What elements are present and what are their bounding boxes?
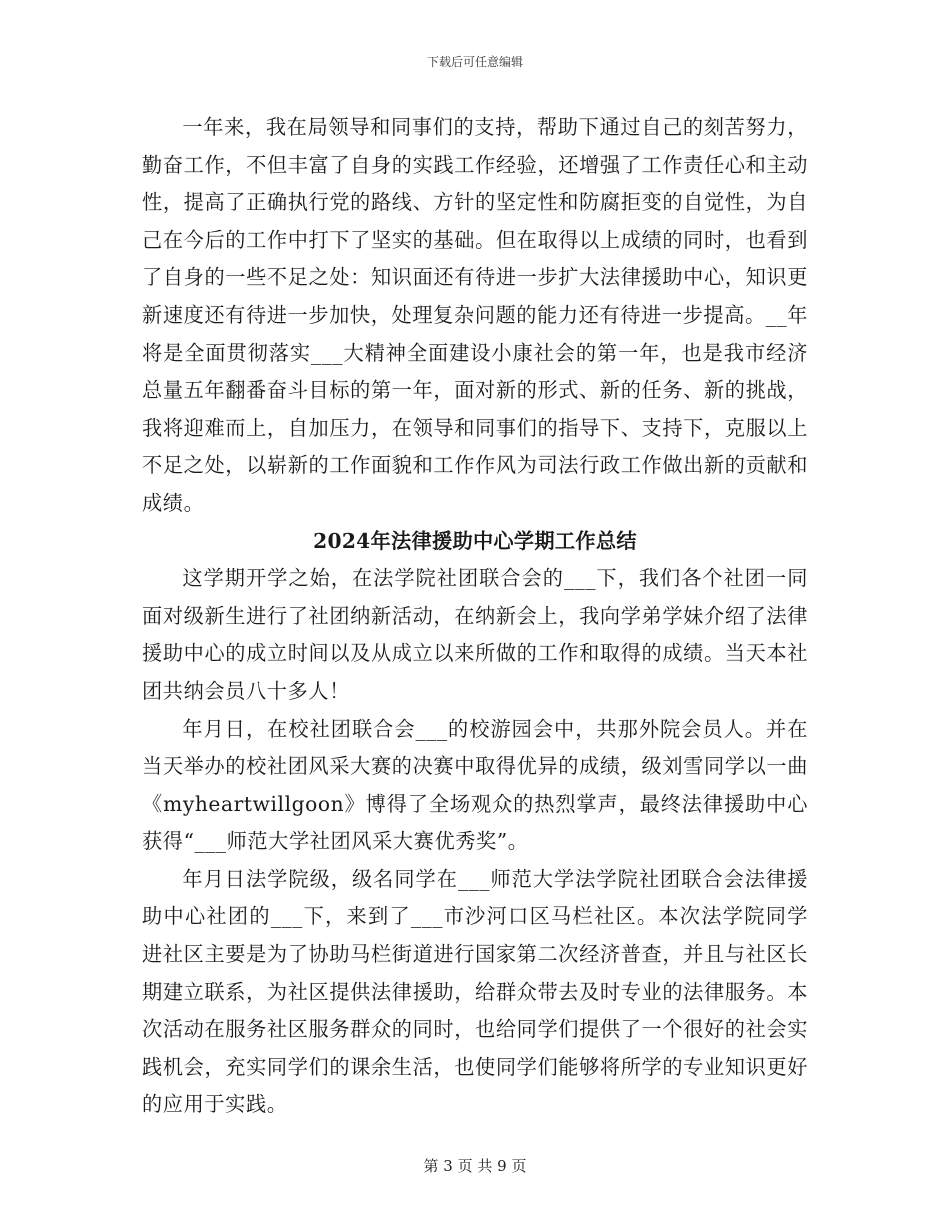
- document-body: [142, 109, 808, 1124]
- paragraph-summary: 一年来，我在局领导和同事们的支持，帮助下通过自己的刻苦努力，勤奋工作，不但丰富了自身的实践工作经验，还增强了工作责任心和主动性，提高了正确执行党的路线、方针的坚定性和防腐拒变的自觉性，为自己在今后的工作中打下了坚实的基础。但在取得以上成绩的同时，也看到了自身的一些不足之处：知识面还有待进一步扩大法律援助中心，知识更新速度还有待进一步加快，处理复杂问题的能力还有待进一步提高。__年将是全面贯彻落实___大精神全面建设小康社会的第一年，也是我市经济总量五年翻番奋斗目标的第一年，面对新的形式、新的任务、新的挑战，我将迎难而上，自加压力，在领导和同事们的指导下、支持下，克服以上不足之处，以崭新的工作面貌和工作作风为司法行政工作做出新的贡献和成绩。: [142, 115, 808, 515]
- paragraph-community-service: 年月日法学院级，级名同学在___师范大学法学院社团联合会法律援助中心社团的___下，来到了___市沙河口区马栏社区。本次法学院同学进社区主要是为了协助马栏街道进行国家第二次经济普查，并且与社区长期建立联系，为社区提供法律援助，给群众带去及时专业的法律服务。本次活动在服务社区服务群众的同时，也给同学们提供了一个很好的社会实践机会，充实同学们的课余生活，也使同学们能够将所学的专业知识更好的应用于实践。: [142, 866, 808, 1117]
- paragraph-recruitment: 这学期开学之始，在法学院社团联合会的___下，我们各个社团一同面对级新生进行了社团纳新活动，在纳新会上，我向学弟学妹介绍了法律援助中心的成立时间以及从成立以来所做的工作和取得的成绩。当天本社团共纳会员八十多人！: [142, 566, 808, 703]
- paragraph-garden-party: 年月日，在校社团联合会___的校游园会中，共那外院会员人。并在当天举办的校社团风采大赛的决赛中取得优异的成绩，级刘雪同学以一曲《myheartwillgoon》博得了全场观众的热烈掌声，最终法律援助中心获得“___师范大学社团风采大赛优秀奖”。: [142, 716, 808, 854]
- section-title: 2024年法律援助中心学期工作总结: [313, 528, 637, 553]
- page-number: 第 3 页 共 9 页: [423, 1157, 527, 1175]
- header-note: 下载后可任意编辑: [426, 55, 523, 69]
